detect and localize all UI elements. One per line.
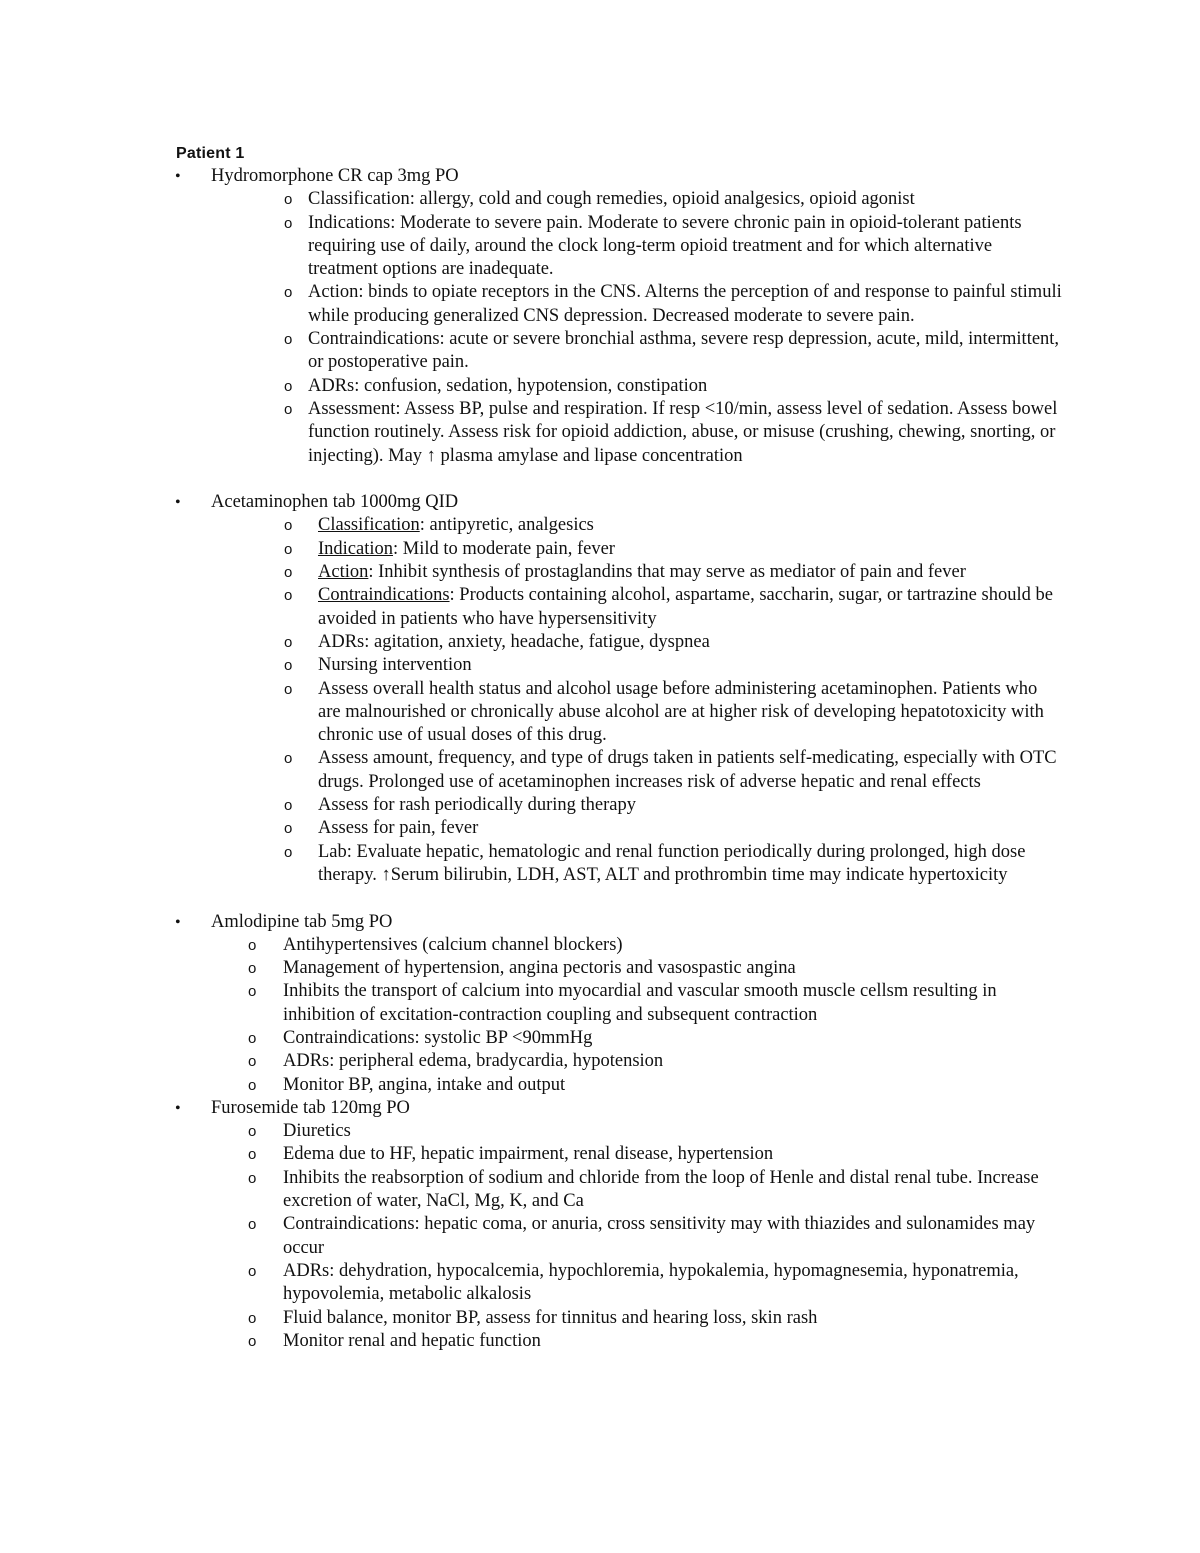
drug-entry-furosemide: [0, 1097, 1200, 1120]
drug-name: Amlodipine tab 5mg PO: [211, 911, 393, 932]
drug-name: Hydromorphone CR cap 3mg PO: [211, 166, 459, 186]
drug-detail-item: o ADRs: agitation, anxiety, headache, fatigue, dyspnea: [0, 631, 1063, 654]
sub-bullet-icon: o: [284, 587, 293, 605]
drug-detail-item: o Nursing intervention: [0, 654, 1063, 677]
sub-bullet-icon: o: [284, 214, 293, 232]
drug-entry-amlodipine: [0, 911, 1200, 934]
sub-bullet-icon: o: [248, 1262, 257, 1280]
sub-bullet-icon: o: [284, 797, 293, 815]
sub-bullet-icon: o: [284, 750, 293, 768]
drug-list: [0, 165, 1200, 1353]
sub-bullet-icon: o: [248, 1123, 257, 1141]
drug-detail-item: o Monitor renal and hepatic function: [0, 1330, 1063, 1353]
sub-bullet-icon: o: [284, 657, 293, 675]
drug-detail-item: o Antihypertensives (calcium channel blockers): [0, 934, 1063, 957]
sub-bullet-icon: o: [248, 1146, 257, 1164]
bullet-icon: •: [175, 168, 181, 185]
sub-bullet-icon: o: [284, 284, 293, 302]
spacer: [0, 887, 1200, 910]
drug-detail-item: o Assess for rash periodically during therapy: [0, 794, 1063, 817]
sub-bullet-icon: o: [284, 820, 293, 838]
drug-detail-item: o Indication: Mild to moderate pain, fever: [0, 538, 1063, 561]
sub-bullet-icon: o: [284, 680, 293, 698]
sub-bullet-icon: o: [284, 843, 293, 861]
drug-detail-item: o Diuretics: [0, 1120, 1063, 1143]
detail-label: Contraindications: [318, 585, 450, 606]
drug-detail-item: o ADRs: dehydration, hypocalcemia, hypochloremia, hypokalemia, hypomagnesemia, hyponatremia, hypovolemia, metabolic alkalosis: [248, 1260, 1019, 1305]
sub-bullet-icon: o: [248, 960, 257, 978]
drug-detail-item: o Edema due to HF, hepatic impairment, renal disease, hypertension: [0, 1143, 1063, 1166]
sub-bullet-icon: o: [248, 1216, 257, 1234]
sub-bullet-icon: o: [284, 400, 293, 418]
drug-detail-item: o Contraindications: Products containing alcohol, aspartame, saccharin, sugar, or tartrazine should be avoided in patients who have hypersensitivity: [284, 585, 1053, 629]
sub-bullet-icon: o: [284, 377, 293, 395]
drug-detail-item: o Contraindications: acute or severe bronchial asthma, severe resp depression, acute, mild, intermittent, or postoperative pain.: [284, 329, 1060, 373]
drug-detail-item: o Action: Inhibit synthesis of prostaglandins that may serve as mediator of pain and fever: [0, 561, 1063, 584]
drug-name: Furosemide tab 120mg PO: [211, 1097, 410, 1118]
drug-detail-item: o ADRs: peripheral edema, bradycardia, hypotension: [0, 1050, 1063, 1073]
sub-bullet-icon: o: [284, 191, 293, 209]
bullet-icon: •: [175, 913, 181, 931]
sub-bullet-icon: o: [284, 331, 293, 349]
drug-detail-item: o Contraindications: systolic BP <90mmHg: [0, 1027, 1063, 1050]
drug-detail-item: o ADRs: confusion, sedation, hypotension, constipation: [0, 375, 1063, 398]
sub-bullet-icon: o: [248, 983, 257, 1001]
drug-detail-item: o Classification: allergy, cold and cough remedies, opioid analgesics, opioid agonist: [0, 188, 1063, 211]
drug-detail-item: o Fluid balance, monitor BP, assess for tinnitus and hearing loss, skin rash: [0, 1307, 1063, 1330]
drug-detail-item: o Assess overall health status and alcohol usage before administering acetaminophen. Patients who are malnourished or chronically abuse alcohol are at higher risk of developing hepatotoxicity with chronic use of usual doses of this drug.: [284, 678, 1044, 746]
sub-bullet-icon: o: [248, 1309, 257, 1327]
drug-detail-item: o Assessment: Assess BP, pulse and respiration. If resp <10/min, assess level of sedation. Assess bowel function routinely. Assess risk for opioid addiction, abuse, or misuse (crushing, chewing, snorting, or injecting). May ↑ plasma amylase and lipase concentration: [284, 398, 1058, 466]
bullet-icon: •: [175, 1099, 181, 1117]
sub-bullet-icon: o: [284, 633, 293, 651]
drug-detail-item: o Monitor BP, angina, intake and output: [0, 1074, 1063, 1097]
drug-detail-item: o Contraindications: hepatic coma, or anuria, cross sensitivity may with thiazides and sulonamides may occur: [248, 1214, 1036, 1258]
detail-label: Indication: [318, 538, 394, 559]
spacer: [0, 468, 1200, 491]
sub-bullet-icon: o: [248, 1076, 257, 1094]
detail-label: Classification: [318, 515, 420, 536]
drug-detail-item: o Lab: Evaluate hepatic, hematologic and renal function periodically during prolonged, high dose therapy. ↑Serum bilirubin, LDH, AST, ALT and prothrombin time may indicate hypertoxicity: [284, 841, 1026, 885]
sub-bullet-icon: o: [284, 540, 293, 558]
drug-name: Acetaminophen tab 1000mg QID: [211, 492, 459, 513]
sub-bullet-icon: o: [248, 1332, 257, 1350]
sub-bullet-icon: o: [248, 936, 257, 954]
page-heading: Patient 1: [176, 145, 245, 162]
drug-detail-item: o Inhibits the reabsorption of sodium and chloride from the loop of Henle and distal renal tube. Increase excretion of water, NaCl, Mg, K, and Ca: [248, 1167, 1039, 1212]
drug-detail-item: o Indications: Moderate to severe pain. Moderate to severe chronic pain in opioid-tolerant patients requiring use of daily, around the clock long-term opioid treatment and for which alternative treatment options are inadequate.: [284, 212, 1022, 280]
drug-detail-item: o Inhibits the transport of calcium into myocardial and vascular smooth muscle cellsm resulting in inhibition of excitation-contraction coupling and subsequent contraction: [248, 981, 997, 1025]
detail-label: Action: [318, 562, 369, 583]
drug-detail-item: o Classification: antipyretic, analgesics: [0, 514, 1063, 537]
sub-bullet-icon: o: [248, 1029, 257, 1047]
drug-detail-item: o Assess amount, frequency, and type of drugs taken in patients self-medicating, especially with OTC drugs. Prolonged use of acetaminophen increases risk of adverse hepatic and renal effects: [284, 748, 1057, 792]
drug-detail-item: o Action: binds to opiate receptors in the CNS. Alterns the perception of and response to painful stimuli while producing generalized CNS depression. Decreased moderate to severe pain.: [284, 282, 1062, 326]
sub-bullet-icon: o: [248, 1053, 257, 1071]
sub-bullet-icon: o: [284, 564, 293, 582]
drug-entry-acetaminophen: [0, 491, 1200, 514]
drug-detail-item: o Management of hypertension, angina pectoris and vasospastic angina: [0, 957, 1063, 980]
sub-bullet-icon: o: [248, 1169, 257, 1187]
bullet-icon: •: [175, 494, 181, 512]
drug-detail-item: o Assess for pain, fever: [0, 817, 1063, 840]
sub-bullet-icon: o: [284, 517, 293, 535]
drug-entry-hydromorphone: [0, 165, 1200, 188]
